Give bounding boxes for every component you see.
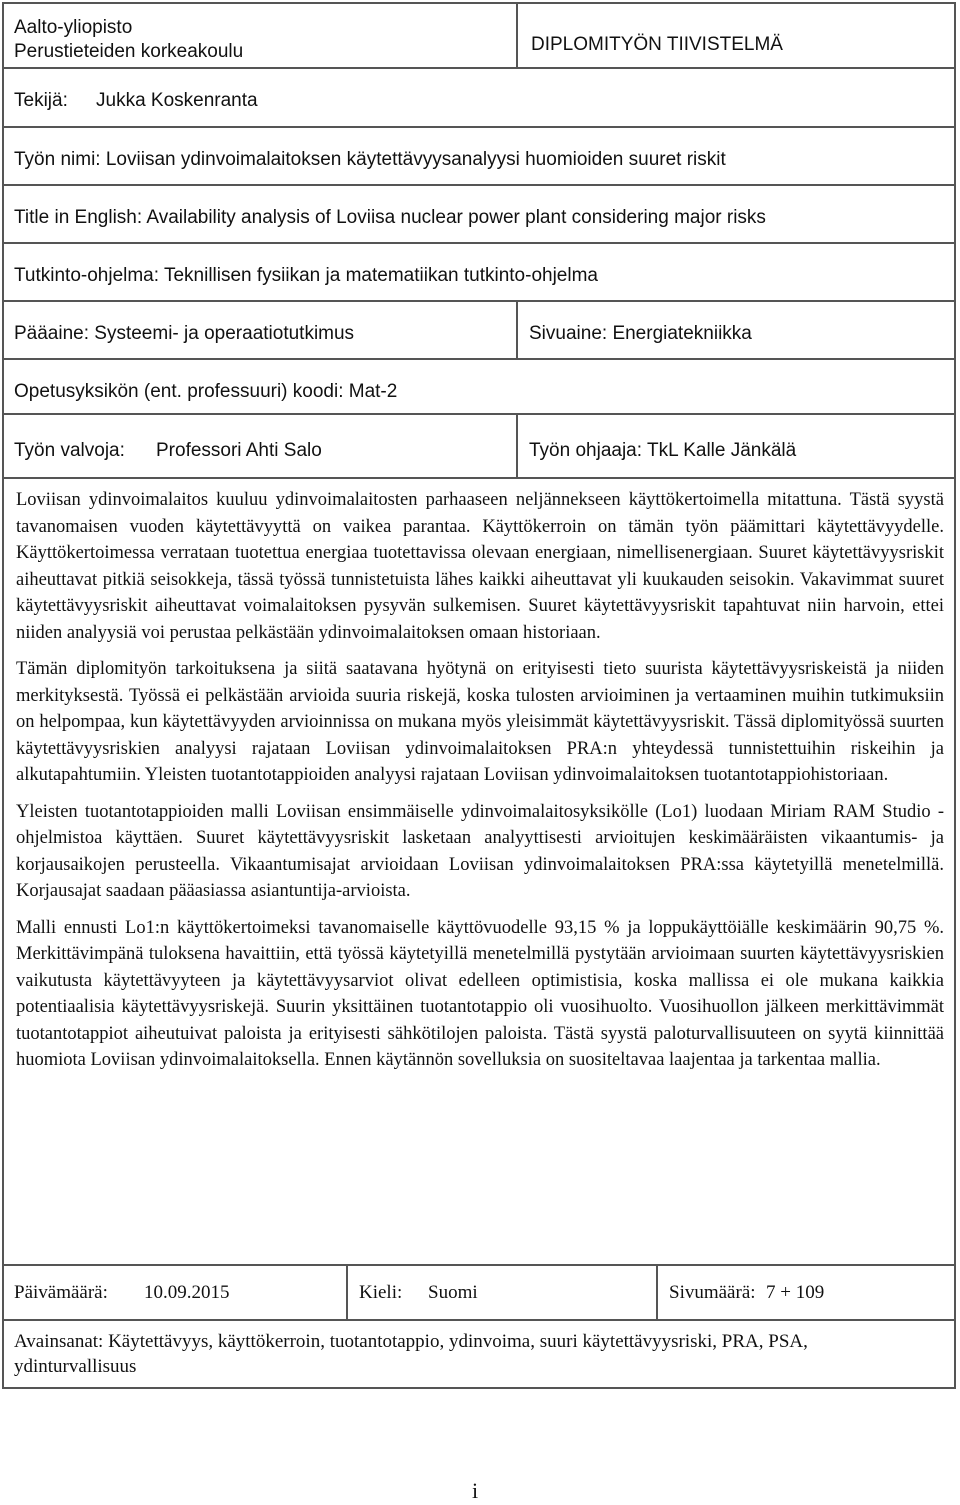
supervisor-row (4, 415, 954, 479)
author-label: Tekijä: (14, 90, 68, 111)
date-value: 10.09.2015 (144, 1282, 230, 1303)
abstract-paragraph: Loviisan ydinvoimalaitos kuuluu ydinvoimalaitosten parhaaseen neljännekseen käyttökertoimella mitattuna. Tästä syystä tavanomaisen vuoden käytettävyyttä on vaikea parantaa. Käyttökerroin on tämän työn päämittari käytettävyydelle. Käyttökertoimessa verrataan tuotettua energiaa tuotettavissa olevaan energiaan, nimellisenergiaan. Suuret käytettävyysriskit aiheuttavat pitkiä seisokkeja, tässä työssä tunnistetuista lähes kaikki aiheuttavat yli kuukauden seisokin. Vakavimmat suuret käytettävyysriskit aiheuttavat voimalaitoksen pysyvän sulkemisen. Suuret käytettävyysriskit tapahtuvat niin harvoin, ettei niiden analyysiä voi perustaa pelkästään ydinvoimalaitoksen omaan historiaan. (16, 490, 944, 643)
author-row (4, 69, 954, 128)
minor-cell (516, 302, 954, 358)
unit-code: Opetusyksikön (ent. professuuri) koodi: Mat-2 (14, 381, 398, 402)
page-count-label: Sivumäärä: (669, 1282, 756, 1303)
abstract-paragraph: Yleisten tuotantotappioiden malli Loviisan ensimmäiselle ydinvoimalaitosyksikölle (Lo1) luodaan Miriam RAM Studio -ohjelmistoa käyttäen. Suuret käytettävyysriskit lasketaan analyyttisesti arvioitujen keskimääräisten vikaantumis- ja korjausaikojen perusteella. Vikaantumisajat arvioidaan Loviisan ydinvoimalaitoksen PRA:ssa käytetyillä menetelmillä. Korjausajat saadaan pääasiassa asiantuntija-arvioista. (16, 801, 944, 901)
university-cell (4, 4, 516, 67)
doc-type: DIPLOMITYÖN TIIVISTELMÄ (531, 34, 783, 55)
page-number: i (472, 1478, 479, 1503)
language-label: Kieli: (359, 1282, 403, 1303)
programme: Tutkinto-ohjelma: Teknillisen fysiikan ja matematiikan tutkinto-ohjelma (14, 265, 598, 286)
abstract-form (2, 2, 956, 1389)
language-value: Suomi (428, 1282, 478, 1303)
abstract-paragraph: Malli ennusti Lo1:n käyttökertoimeksi tavanomaiselle käyttövuodelle 93,15 % ja loppukäyttöiälle keskimäärin 90,75 %. Merkittävimpänä tuloksena havaittiin, että työssä käytetyillä menetelmillä pystytään arvioimaan suurten käytettävyysriskien vaikutusta käytettävyyteen ja käytettävyysarviot olivat edelleen optimistisia, koska mallissa ei ole mukana kaikkia potentiaalisia käytettävyysriskejä. Suurin yksittäinen tuotantotappio oli vuosihuolto. Vuosihuollon jälkeen merkittävimmät tuotantotappiot aiheutuivat paloista ja erityisesti sähkötilojen paloista. Tästä syystä paloturvallisuuteen on syytä kiinnittää huomiota Loviisan ydinvoimalaitoksella. Ennen käytännön sovelluksia on suositeltavaa laajentaa ja tarkentaa mallia. (16, 917, 944, 1070)
header-row (4, 4, 954, 69)
page-count-cell (656, 1266, 954, 1319)
abstract-paragraph: Tämän diplomityön tarkoituksena ja siitä saatavana hyötynä on erityisesti tieto suurista käytettävyysriskeistä ja niiden merkityksestä. Työssä ei pelkästään arvioida suuria riskejä, koska tulosten arvioiminen ja vertaaminen muihin tutkimuksiin on helpompaa, kun käytettävyyden arvioinnissa on mukana myös yleisimmät käytettävyysriskit. Tässä diplomityössä suurten käytettävyysriskien analyysi rajataan Loviisan ydinvoimalaitoksen PRA:n yhteydessä tunnistettuihin riskeihin ja alkutapahtumiin. Yleisten tuotantotappioiden analyysi rajataan Loviisan ydinvoimalaitoksen tuotantotappiohistoriaan. (16, 659, 944, 785)
title-fi: Työn nimi: Loviisan ydinvoimalaitoksen käytettävyysanalyysi huomioiden suuret riskit (14, 149, 726, 170)
keywords: Avainsanat: Käytettävyys, käyttökerroin, tuotantotappio, ydinvoima, suuri käytettävyysriski, PRA, PSA, ydinturvallisuus (14, 1331, 808, 1377)
school-name: Perustieteiden korkeakoulu (14, 41, 244, 62)
author-name: Jukka Koskenranta (96, 90, 258, 111)
title-en: Title in English: Availability analysis of Loviisa nuclear power plant considering major risks (14, 207, 766, 228)
minor: Sivuaine: Energiatekniikka (529, 323, 752, 344)
meta-row (4, 1266, 954, 1321)
language-cell (346, 1266, 656, 1319)
supervisor-name: Professori Ahti Salo (156, 440, 322, 461)
title-en-row (4, 186, 954, 244)
title-fi-row (4, 128, 954, 186)
programme-row (4, 244, 954, 302)
page-count-value: 7 + 109 (766, 1282, 825, 1303)
code-row (4, 360, 954, 415)
abstract-row (4, 479, 954, 1266)
university-name: Aalto-yliopisto (14, 17, 133, 38)
major-minor-row (4, 302, 954, 360)
keywords-row (4, 1321, 954, 1387)
major: Pääaine: Systeemi- ja operaatiotutkimus (14, 323, 355, 344)
date-label: Päivämäärä: (14, 1282, 108, 1303)
doc-type-cell (516, 4, 954, 67)
advisor-cell (516, 415, 954, 477)
abstract-body (16, 487, 944, 1084)
advisor: Työn ohjaaja: TkL Kalle Jänkälä (529, 440, 797, 461)
supervisor-label: Työn valvoja: (14, 440, 125, 461)
